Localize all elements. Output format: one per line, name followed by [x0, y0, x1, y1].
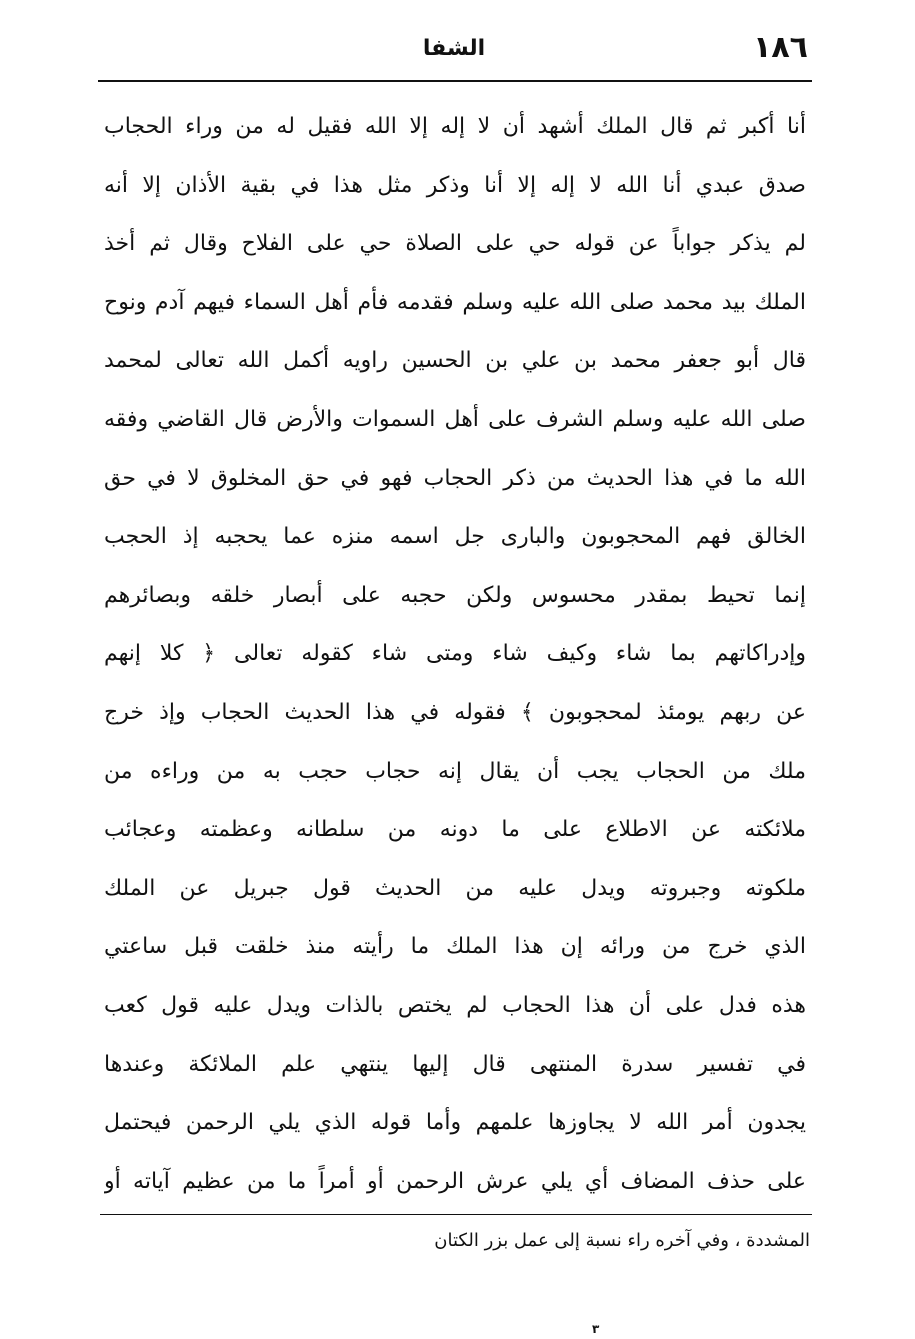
footnote-rule [100, 1214, 812, 1215]
page-number: ١٨٦ [753, 30, 808, 65]
text-line: صدق عبدي أنا الله لا إله إلا أنا وذكر مثل هذا في بقية الأذان إلا أنه [104, 172, 806, 198]
text-line: قال أبو جعفر محمد بن علي بن الحسين راويه أكمل الله تعالى لمحمد [104, 348, 806, 374]
running-title: الشفا [422, 36, 486, 61]
text-line: على حذف المضاف أي يلي عرش الرحمن أو أمراً ما من عظيم آياته أو [104, 1168, 806, 1194]
text-line: وإدراكاتهم بما شاء وكيف شاء ومتى شاء كقوله تعالى ﴿ كلا إنهم [104, 641, 806, 667]
text-line: صلى الله عليه وسلم الشرف على أهل السموات والأرض قال القاضي وفقه [104, 406, 806, 432]
header-rule [98, 80, 812, 82]
text-line: هذه فدل على أن هذا الحجاب لم يختص بالذات ويدل عليه قول كعب [104, 992, 806, 1018]
text-line: الخالق فهم المحجوبون والبارى جل اسمه منزه عما يحجبه إذ الحجب [104, 524, 806, 550]
text-line: ملكوته وجبروته ويدل عليه من الحديث قول جبريل عن الملك [104, 875, 806, 901]
page-mark: ٣ [592, 1322, 600, 1336]
text-line: أنا أكبر ثم قال الملك أشهد أن لا إله إلا الله فقيل له من وراء الحجاب [104, 114, 806, 139]
text-line: الله ما في هذا الحديث من ذكر الحجاب فهو في حق المخلوق لا في حق [104, 465, 806, 491]
text-line: إنما تحيط بمقدر محسوس ولكن حجبه على أبصار خلقه وبصائرهم [104, 582, 806, 608]
text-line: الملك بيد محمد صلى الله عليه وسلم فقدمه فأم أهل السماء فيهم آدم ونوح [104, 289, 806, 315]
text-line: في تفسير سدرة المنتهى قال إليها ينتهي علم الملائكة وعندها [104, 1051, 806, 1077]
main-text [104, 98, 806, 1211]
text-line: عن ربهم يومئذ لمحجوبون ﴾ فقوله في هذا الحديث الحجاب وإذ خرج [104, 699, 806, 725]
text-line: الذي خرج من ورائه إن هذا الملك ما رأيته منذ خلقت قبل ساعتي [104, 934, 806, 960]
text-line: ملائكته عن الاطلاع على ما دونه من سلطانه وعظمته وعجائب [104, 817, 806, 843]
text-line: لم يذكر جواباً عن قوله حي على الصلاة حي على الفلاح وقال ثم أخذ [104, 231, 806, 257]
text-line: ملك من الحجاب يجب أن يقال إنه حجاب حجب به من وراءه من [104, 758, 806, 784]
footnote: المشددة ، وفي آخره راء نسبة إلى عمل بزر الكتان [434, 1230, 810, 1251]
text-line: يجدون أمر الله لا يجاوزها علمهم وأما قوله الذي يلي الرحمن فيحتمل [104, 1110, 806, 1136]
page-header [100, 30, 808, 74]
